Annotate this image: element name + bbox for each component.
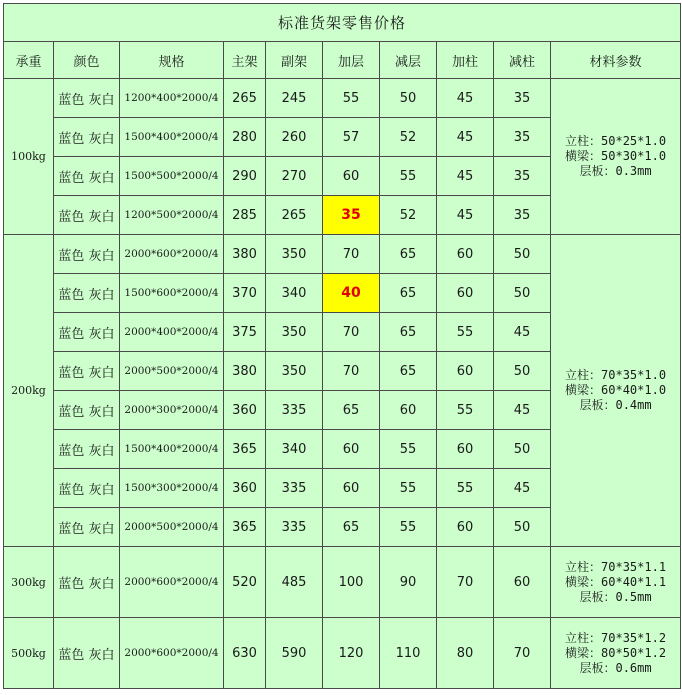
main-rack-cell: 285 xyxy=(224,196,266,235)
remove-layer-cell: 110 xyxy=(380,618,437,689)
color-cell: 蓝色 灰白 xyxy=(54,469,120,508)
table-title: 标准货架零售价格 xyxy=(4,4,681,42)
material-line: 立柱：50*25*1.0 xyxy=(565,134,667,148)
load-capacity-cell: 300kg xyxy=(4,547,54,618)
spec-cell: 2000*500*2000/4 xyxy=(120,508,224,547)
main-rack-cell: 280 xyxy=(224,118,266,157)
color-cell: 蓝色 灰白 xyxy=(54,313,120,352)
remove-layer-cell: 65 xyxy=(380,313,437,352)
main-rack-cell: 520 xyxy=(224,547,266,618)
spec-cell: 1500*500*2000/4 xyxy=(120,157,224,196)
main-rack-cell: 370 xyxy=(224,274,266,313)
material-params-cell xyxy=(551,79,681,235)
add-layer-cell: 57 xyxy=(323,118,380,157)
remove-layer-cell: 55 xyxy=(380,157,437,196)
sub-rack-cell: 485 xyxy=(266,547,323,618)
spec-cell: 1200*400*2000/4 xyxy=(120,79,224,118)
material-line: 横梁：60*40*1.1 xyxy=(565,574,667,589)
add-column-cell: 45 xyxy=(437,157,494,196)
load-capacity-cell: 200kg xyxy=(4,235,54,547)
color-cell: 蓝色 灰白 xyxy=(54,430,120,469)
color-cell: 蓝色 灰白 xyxy=(54,391,120,430)
add-column-cell: 60 xyxy=(437,235,494,274)
add-layer-cell: 60 xyxy=(323,430,380,469)
remove-column-cell: 35 xyxy=(494,196,551,235)
sub-rack-cell: 270 xyxy=(266,157,323,196)
add-layer-cell: 70 xyxy=(323,352,380,391)
material-line: 立柱：70*35*1.0 xyxy=(565,368,667,382)
remove-column-cell: 35 xyxy=(494,79,551,118)
remove-column-cell: 35 xyxy=(494,157,551,196)
remove-layer-cell: 90 xyxy=(380,547,437,618)
add-column-cell: 60 xyxy=(437,352,494,391)
remove-column-cell: 50 xyxy=(494,508,551,547)
sub-rack-cell: 350 xyxy=(266,352,323,391)
spec-cell: 2000*600*2000/4 xyxy=(120,235,224,274)
add-column-cell: 45 xyxy=(437,118,494,157)
material-params-cell xyxy=(551,547,681,618)
main-rack-cell: 360 xyxy=(224,469,266,508)
header-add-column: 加柱 xyxy=(437,42,494,79)
main-rack-cell: 365 xyxy=(224,430,266,469)
remove-layer-cell: 55 xyxy=(380,430,437,469)
remove-column-cell: 50 xyxy=(494,352,551,391)
header-spec: 规格 xyxy=(120,42,224,79)
remove-column-cell: 70 xyxy=(494,618,551,689)
material-line: 层板：0.4mm xyxy=(579,398,652,412)
spec-cell: 1500*600*2000/4 xyxy=(120,274,224,313)
remove-column-cell: 50 xyxy=(494,274,551,313)
color-cell: 蓝色 灰白 xyxy=(54,352,120,391)
color-cell: 蓝色 灰白 xyxy=(54,196,120,235)
main-rack-cell: 360 xyxy=(224,391,266,430)
material-line: 层板：0.5mm xyxy=(579,589,652,604)
spec-cell: 1500*400*2000/4 xyxy=(120,430,224,469)
add-layer-cell: 70 xyxy=(323,313,380,352)
remove-column-cell: 45 xyxy=(494,391,551,430)
table-row xyxy=(4,235,681,274)
sub-rack-cell: 265 xyxy=(266,196,323,235)
header-main-rack: 主架 xyxy=(224,42,266,79)
remove-column-cell: 35 xyxy=(494,118,551,157)
color-cell: 蓝色 灰白 xyxy=(54,157,120,196)
color-cell: 蓝色 灰白 xyxy=(54,118,120,157)
spec-cell: 1500*300*2000/4 xyxy=(120,469,224,508)
header-color: 颜色 xyxy=(54,42,120,79)
color-cell: 蓝色 灰白 xyxy=(54,79,120,118)
sub-rack-cell: 245 xyxy=(266,79,323,118)
add-layer-cell: 60 xyxy=(323,469,380,508)
table-row xyxy=(4,547,681,618)
add-column-cell: 45 xyxy=(437,196,494,235)
add-layer-cell: 100 xyxy=(323,547,380,618)
table-body xyxy=(4,79,681,689)
material-line: 横梁：60*40*1.0 xyxy=(565,383,667,397)
remove-column-cell: 50 xyxy=(494,235,551,274)
add-layer-cell: 65 xyxy=(323,508,380,547)
sub-rack-cell: 335 xyxy=(266,469,323,508)
spec-cell: 1500*400*2000/4 xyxy=(120,118,224,157)
main-rack-cell: 380 xyxy=(224,235,266,274)
add-layer-cell: 120 xyxy=(323,618,380,689)
add-layer-cell: 70 xyxy=(323,235,380,274)
add-column-cell: 80 xyxy=(437,618,494,689)
color-cell: 蓝色 灰白 xyxy=(54,274,120,313)
header-load: 承重 xyxy=(4,42,54,79)
add-column-cell: 55 xyxy=(437,313,494,352)
spec-cell: 2000*600*2000/4 xyxy=(120,547,224,618)
add-layer-cell: 55 xyxy=(323,79,380,118)
header-remove-column: 减柱 xyxy=(494,42,551,79)
add-column-cell: 60 xyxy=(437,274,494,313)
remove-layer-cell: 55 xyxy=(380,469,437,508)
remove-layer-cell: 50 xyxy=(380,79,437,118)
material-params-cell xyxy=(551,235,681,547)
material-line: 横梁：50*30*1.0 xyxy=(565,149,667,163)
spec-cell: 2000*400*2000/4 xyxy=(120,313,224,352)
remove-layer-cell: 65 xyxy=(380,274,437,313)
sub-rack-cell: 590 xyxy=(266,618,323,689)
remove-layer-cell: 60 xyxy=(380,391,437,430)
add-column-cell: 70 xyxy=(437,547,494,618)
remove-column-cell: 45 xyxy=(494,469,551,508)
remove-layer-cell: 52 xyxy=(380,118,437,157)
header-remove-layer: 减层 xyxy=(380,42,437,79)
add-column-cell: 60 xyxy=(437,508,494,547)
sub-rack-cell: 340 xyxy=(266,430,323,469)
main-rack-cell: 375 xyxy=(224,313,266,352)
add-layer-cell: 40 xyxy=(323,274,380,313)
material-line: 横梁：80*50*1.2 xyxy=(565,645,667,660)
main-rack-cell: 380 xyxy=(224,352,266,391)
color-cell: 蓝色 灰白 xyxy=(54,618,120,689)
main-rack-cell: 290 xyxy=(224,157,266,196)
color-cell: 蓝色 灰白 xyxy=(54,547,120,618)
sub-rack-cell: 350 xyxy=(266,235,323,274)
color-cell: 蓝色 灰白 xyxy=(54,235,120,274)
material-line: 层板：0.3mm xyxy=(579,164,652,178)
sub-rack-cell: 260 xyxy=(266,118,323,157)
remove-layer-cell: 55 xyxy=(380,508,437,547)
sub-rack-cell: 335 xyxy=(266,508,323,547)
table-row xyxy=(4,79,681,118)
remove-layer-cell: 65 xyxy=(380,352,437,391)
price-table xyxy=(3,3,681,689)
add-layer-cell: 35 xyxy=(323,196,380,235)
table-row xyxy=(4,618,681,689)
material-line: 立柱：70*35*1.2 xyxy=(565,630,667,645)
spec-cell: 2000*600*2000/4 xyxy=(120,618,224,689)
add-column-cell: 55 xyxy=(437,469,494,508)
add-layer-cell: 60 xyxy=(323,157,380,196)
spec-cell: 2000*500*2000/4 xyxy=(120,352,224,391)
remove-column-cell: 60 xyxy=(494,547,551,618)
add-column-cell: 60 xyxy=(437,430,494,469)
main-rack-cell: 630 xyxy=(224,618,266,689)
add-layer-cell: 65 xyxy=(323,391,380,430)
material-line: 层板：0.6mm xyxy=(579,660,652,675)
load-capacity-cell: 100kg xyxy=(4,79,54,235)
material-params-cell xyxy=(551,618,681,689)
load-capacity-cell: 500kg xyxy=(4,618,54,689)
header-add-layer: 加层 xyxy=(323,42,380,79)
remove-layer-cell: 52 xyxy=(380,196,437,235)
sub-rack-cell: 340 xyxy=(266,274,323,313)
header-sub-rack: 副架 xyxy=(266,42,323,79)
spec-cell: 1200*500*2000/4 xyxy=(120,196,224,235)
sub-rack-cell: 335 xyxy=(266,391,323,430)
main-rack-cell: 265 xyxy=(224,79,266,118)
header-material: 材料参数 xyxy=(551,42,681,79)
remove-layer-cell: 65 xyxy=(380,235,437,274)
material-line: 立柱：70*35*1.1 xyxy=(565,559,667,574)
main-rack-cell: 365 xyxy=(224,508,266,547)
remove-column-cell: 50 xyxy=(494,430,551,469)
spec-cell: 2000*300*2000/4 xyxy=(120,391,224,430)
price-sheet xyxy=(3,3,680,692)
add-column-cell: 45 xyxy=(437,79,494,118)
remove-column-cell: 45 xyxy=(494,313,551,352)
color-cell: 蓝色 灰白 xyxy=(54,508,120,547)
add-column-cell: 55 xyxy=(437,391,494,430)
sub-rack-cell: 350 xyxy=(266,313,323,352)
